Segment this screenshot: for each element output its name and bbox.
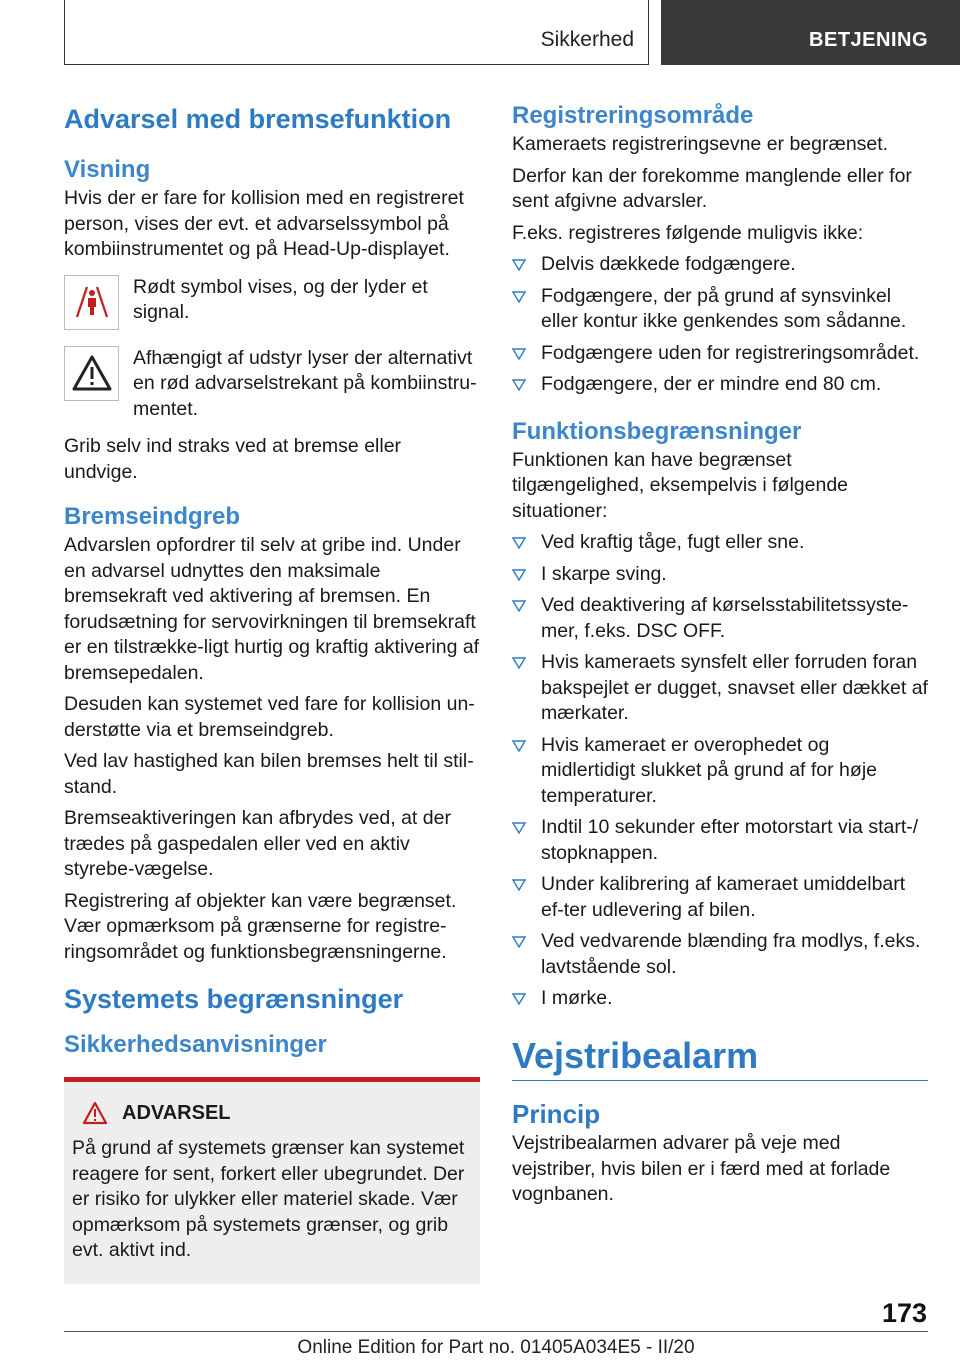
heading-bremseindgreb: Bremseindgreb <box>64 503 241 530</box>
page-number: 173 <box>881 1298 927 1328</box>
symbol-2-text: Afhængigt af udstyr lyser der alternativt en rød advarselstrekant på kombiinstru-mentet. <box>133 346 477 420</box>
heading-princip: Princip <box>512 1099 601 1129</box>
header-section-box <box>64 0 649 65</box>
list-item: Fodgængere, der på grund af synsvinkel eller kontur ikke genkendes som sådanne. <box>512 284 928 335</box>
list-item: Hvis kameraets synsfelt eller forruden foran bakspejlet er dugget, snavset eller dækket af mærkater. <box>512 650 928 727</box>
reg-paragraph-2: Derfor kan der forekomme manglende eller for sent afgivne advarsler. <box>512 164 912 212</box>
warning-triangle-icon <box>64 346 119 401</box>
bremse-paragraph-1: Advarslen opfordrer til selv at gribe ind. Under en advarsel udnyttes den maksimale bremsekraft ved aktivering af bremsen. En forudsætning for servovirkningen til bremsekraft er en tilstrække-ligt hurtig og kraftig aktivering af bremsepedalen. <box>64 534 480 684</box>
list-item: Hvis kameraet er overophedet og midlertidigt slukket på grund af for høje temperaturer. <box>512 733 928 810</box>
func-paragraph-1: Funktionen kan have begrænset tilgængelighed, eksempelvis i følgende situationer: <box>512 448 849 522</box>
reg-list <box>512 252 928 398</box>
reg-paragraph-3: F.eks. registreres følgende muligvis ikke: <box>512 221 864 244</box>
triangle-bullet-icon <box>512 379 526 391</box>
list-item: Fodgængere, der er mindre end 80 cm. <box>512 372 928 398</box>
triangle-bullet-icon <box>512 657 526 669</box>
list-item: Ved vedvarende blænding fra modlys, f.eks. lavtstående sol. <box>512 929 928 980</box>
triangle-bullet-icon <box>512 822 526 834</box>
warning-text: På grund af systemets grænser kan systemet reagere for sent, forkert eller ubegrundet. Der er risiko for ulykker eller materiel skade. Vær opmærksom på systemets grænser, og grib evt. aktivt ind. <box>72 1137 465 1261</box>
heading-sikkerhedsanvisninger: Sikkerhedsanvisninger <box>64 1031 327 1058</box>
triangle-bullet-icon <box>512 993 526 1005</box>
triangle-bullet-icon <box>512 291 526 303</box>
triangle-bullet-icon <box>512 936 526 948</box>
list-item: Ved kraftig tåge, fugt eller sne. <box>512 530 928 556</box>
right-column <box>512 100 928 1208</box>
list-item: Delvis dækkede fodgængere. <box>512 252 928 278</box>
heading-vejstribealarm: Vejstribealarm <box>512 1034 759 1076</box>
bremse-paragraph-2: Desuden kan systemet ved fare for kollision un-derstøtte via et bremseindgreb. <box>64 693 475 741</box>
warning-box <box>64 1082 480 1284</box>
triangle-bullet-icon <box>512 879 526 891</box>
triangle-bullet-icon <box>512 537 526 549</box>
footer-edition-text: Online Edition for Part no. 01405A034E5 - II/20 <box>297 1337 695 1358</box>
list-item: Fodgængere uden for registreringsområdet. <box>512 341 928 367</box>
princip-paragraph: Vejstribealarmen advarer på veje med vejstriber, hvis bilen er i færd med at forlade vognbanen. <box>512 1132 891 1205</box>
heading-systemets-begraensninger: Systemets begrænsninger <box>64 984 404 1014</box>
warning-title <box>72 1098 470 1128</box>
symbol-row-1 <box>64 275 480 330</box>
footer-divider <box>64 1331 928 1332</box>
triangle-bullet-icon <box>512 569 526 581</box>
triangle-bullet-icon <box>512 348 526 360</box>
list-item: Under kalibrering af kameraet umiddelbart ef-ter udlevering af bilen. <box>512 872 928 923</box>
reg-paragraph-1: Kameraets registreringsevne er begrænset. <box>512 133 889 155</box>
header-chapter-box <box>661 0 960 65</box>
section-title-brake-warning: Advarsel med bremsefunktion <box>64 104 452 134</box>
list-item: Indtil 10 sekunder efter motorstart via start-/ stopknappen. <box>512 815 928 866</box>
triangle-bullet-icon <box>512 259 526 271</box>
visning-after-text: Grib selv ind straks ved at bremse eller undvige. <box>64 435 402 483</box>
func-list <box>512 530 928 1012</box>
header-chapter-title: BETJENING <box>809 29 928 51</box>
triangle-bullet-icon <box>512 600 526 612</box>
symbol-1-text: Rødt symbol vises, og der lyder et signal. <box>133 275 428 323</box>
warning-label: ADVARSEL <box>122 1101 231 1124</box>
bremse-paragraph-4: Bremseaktiveringen kan afbrydes ved, at der trædes på gaspedalen eller ved en aktiv styrebe-vægelse. <box>64 807 451 880</box>
triangle-bullet-icon <box>512 740 526 752</box>
list-item: I skarpe sving. <box>512 562 928 588</box>
visning-paragraph: Hvis der er fare for kollision med en registreret person, vises der evt. et advarselssymbol på kombiinstrumentet og på Head-Up-displayet. <box>64 187 464 260</box>
heading-registreringsomraade: Registreringsområde <box>512 102 754 129</box>
warning-icon <box>82 1101 108 1125</box>
header-section-title: Sikkerhed <box>540 28 634 51</box>
list-item: Ved deaktivering af kørselsstabilitetssyste-mer, f.eks. DSC OFF. <box>512 593 928 644</box>
bremse-paragraph-5: Registrering af objekter kan være begrænset. Vær opmærksom på grænserne for registre-ringsområdet og funktionsbegrænsningerne. <box>64 889 457 963</box>
list-item: I mørke. <box>512 986 928 1012</box>
symbol-row-2 <box>64 346 480 423</box>
bremse-paragraph-3: Ved lav hastighed kan bilen bremses helt til stil-stand. <box>64 750 474 798</box>
pedestrian-warning-icon <box>64 275 119 330</box>
heading-visning: Visning <box>64 156 151 183</box>
left-column <box>64 100 480 1284</box>
heading-funktionsbegraensninger: Funktionsbegrænsninger <box>512 417 802 445</box>
